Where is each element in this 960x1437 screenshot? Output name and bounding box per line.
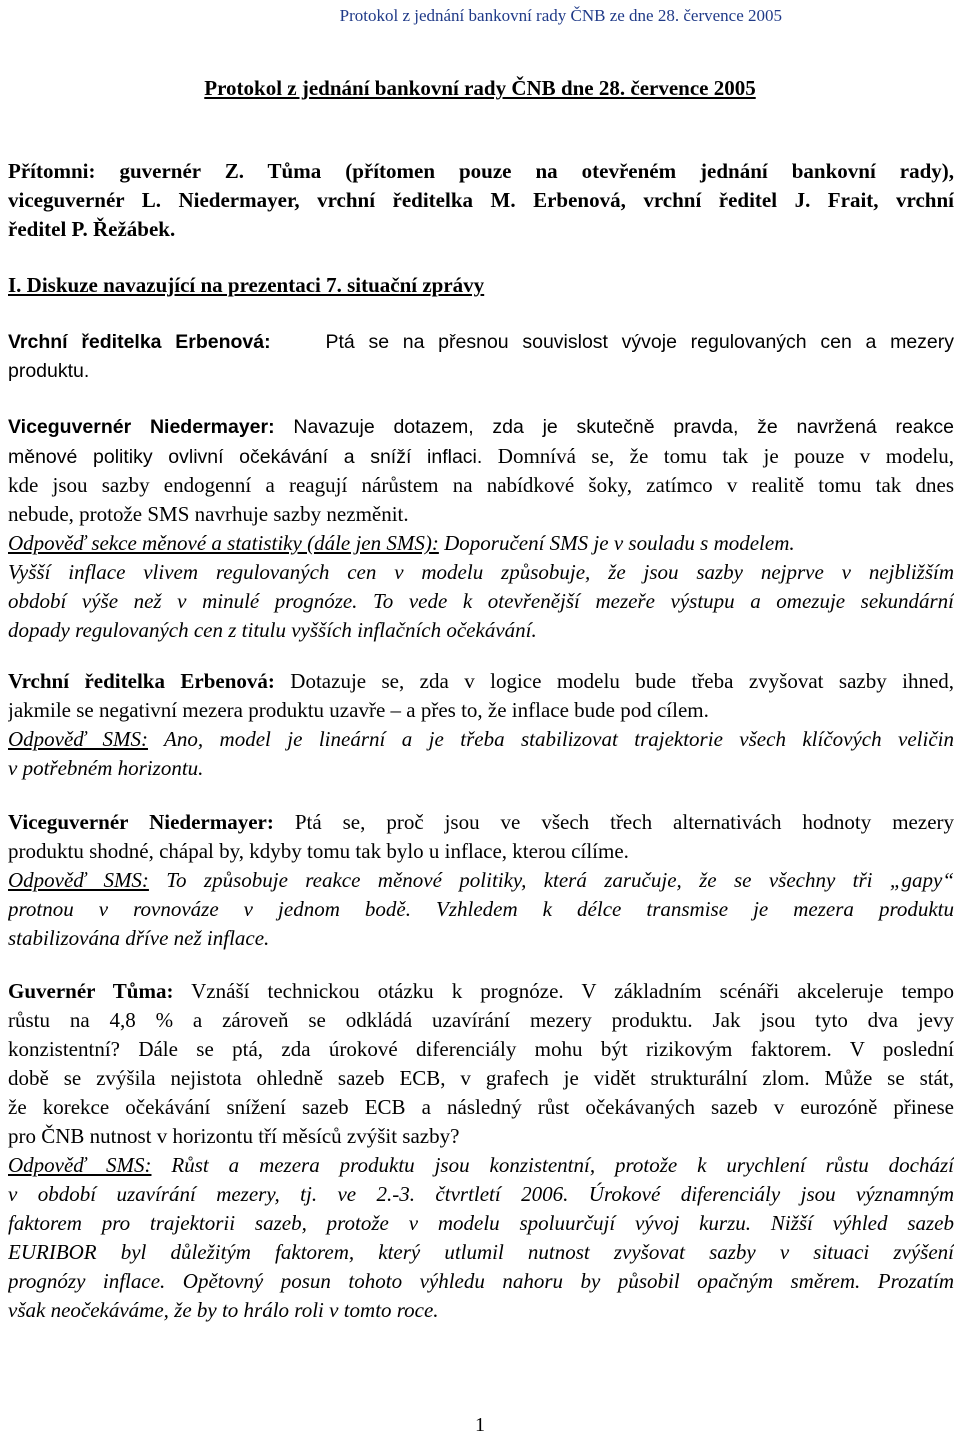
paragraph-text: že korekce očekávání snížení sazeb ECB a následný růst očekávaných sazeb v eurozóně přinese [8, 1095, 954, 1119]
paragraph-tuma [8, 977, 954, 1325]
paragraph-text: Dotazuje se, zda v logice modelu bude třeba zvyšovat sazby ihned, [290, 669, 954, 693]
answer-text: dopady regulovaných cen z titulu vyšších inflačních očekávání. [8, 618, 537, 642]
answer-text: protnou v rovnováze v jednom bodě. Vzhledem k délce transmise je mezera produktu [8, 897, 954, 921]
paragraph-text: konzistentní? Dále se ptá, zda úrokové diferenciály mohu být rizikovým faktorem. V poslední [8, 1037, 954, 1061]
answer-text: stabilizována dříve než inflace. [8, 926, 270, 950]
paragraph-text: Navazuje dotazem, zda je skutečně pravda, že navržená reakce [293, 416, 954, 438]
paragraph-text: produktu shodné, chápal by, kdyby tomu tak bylo u inflace, kterou cílíme. [8, 839, 629, 863]
answer-text: Doporučení SMS je v souladu s modelem. [444, 531, 795, 555]
attendance-line: ředitel P. Řežábek. [8, 217, 176, 241]
paragraph-text: Ptá se, proč jsou ve všech třech alternativách hodnoty mezery [294, 810, 954, 834]
answer-text: prognózy inflace. Opětovný posun tohoto výhledu nahoru by působil opačným směrem. Prozatím [8, 1269, 954, 1293]
paragraph-text: Ptá se na přesnou souvislost vývoje regulovaných cen a mezery [325, 331, 954, 353]
section-heading-text: I. Diskuze navazující na prezentaci 7. situační zprávy [8, 273, 485, 297]
paragraph-erbenova-1 [8, 328, 954, 386]
paragraph-text: růstu na 4,8 % a zároveň se odkládá uzavírání mezery produktu. Jak jsou tyto dva jevy [8, 1008, 954, 1032]
paragraph-text: době se zvýšila nejistota ohledně sazeb ECB, v grafech je vidět strukturální zlom. Může se stát, [8, 1066, 954, 1090]
attendance-line: viceguvernér L. Niedermayer, vrchní ředitelka M. Erbenová, vrchní ředitel J. Frait, vrchní [8, 188, 954, 212]
paragraph-niedermayer-2 [8, 808, 954, 953]
answer-text: faktorem pro trajektorii sazeb, protože v modelu spoluurčují vývoj kurzu. Nižší výhled sazeb [8, 1211, 954, 1235]
paragraph-niedermayer-1 [8, 413, 954, 645]
running-header: Protokol z jednání bankovní rady ČNB ze dne 28. července 2005 [339, 6, 782, 25]
paragraph-erbenova-2 [8, 667, 954, 783]
paragraph-text: pro ČNB nutnost v horizontu tří měsíců zvýšit sazby? [8, 1124, 460, 1148]
attendance-paragraph [8, 157, 954, 244]
paragraph-text: nebude, protože SMS navrhuje sazby nezměnit. [8, 502, 409, 526]
speaker-label: Viceguvernér Niedermayer: [8, 416, 275, 438]
paragraph-text: kde jsou sazby endogenní a reagují nárůstem na nabídkové šoky, zatímco v realitě tomu tak dnes [8, 473, 954, 497]
paragraph-text: Domnívá se, že tomu tak je pouze v modelu, [497, 444, 954, 468]
paragraph-text: Vznáší technickou otázku k prognóze. V základním scénáři akceleruje tempo [191, 979, 954, 1003]
paragraph-text: měnové politiky ovlivní očekávání a sníží inflaci. [8, 446, 483, 468]
answer-label: Odpověď sekce měnové a statistiky (dále jen SMS): [8, 531, 439, 555]
speaker-label: Vrchní ředitelka Erbenová: [8, 331, 271, 353]
answer-text: však neočekáváme, že by to hrálo roli v tomto roce. [8, 1298, 439, 1322]
document-title: Protokol z jednání bankovní rady ČNB dne 28. července 2005 [204, 76, 756, 100]
answer-text: Ano, model je lineární a je třeba stabilizovat trajektorie všech klíčových veličin [164, 727, 954, 751]
speaker-label: Guvernér Tůma: [8, 979, 174, 1003]
answer-text: Růst a mezera produktu jsou konzistentní, protože k urychlení růstu dochází [171, 1153, 954, 1177]
answer-text: EURIBOR byl důležitým faktorem, který utlumil nutnost zvyšovat sazby v situaci zvýšení [8, 1240, 954, 1264]
answer-text: v období uzavírání mezery, tj. ve 2.-3. čtvrtletí 2006. Úrokové diferenciály jsou významným [8, 1182, 954, 1206]
answer-label: Odpověď SMS: [8, 868, 149, 892]
attendance-line: Přítomni: guvernér Z. Tůma (přítomen pouze na otevřeném jednání bankovní rady), [8, 159, 954, 183]
speaker-label: Vrchní ředitelka Erbenová: [8, 669, 275, 693]
answer-text: To způsobuje reakce měnové politiky, která zaručuje, že se všechny tři „gapy“ [166, 868, 954, 892]
speaker-label: Viceguvernér Niedermayer: [8, 810, 274, 834]
answer-text: Vyšší inflace vlivem regulovaných cen v modelu způsobuje, že jsou sazby nejprve v nejbližším [8, 560, 954, 584]
answer-label: Odpověď SMS: [8, 1153, 152, 1177]
page-number: 1 [475, 1414, 485, 1436]
answer-text: období výše než v minulé prognóze. To vede k otevřenější mezeře výstupu a omezuje sekundární [8, 589, 954, 613]
answer-label: Odpověď SMS: [8, 727, 148, 751]
paragraph-text: produktu. [8, 360, 90, 382]
paragraph-text: jakmile se negativní mezera produktu uzavře – a přes to, že inflace bude pod cílem. [8, 698, 709, 722]
section-heading [8, 271, 954, 300]
answer-text: v potřebném horizontu. [8, 756, 204, 780]
